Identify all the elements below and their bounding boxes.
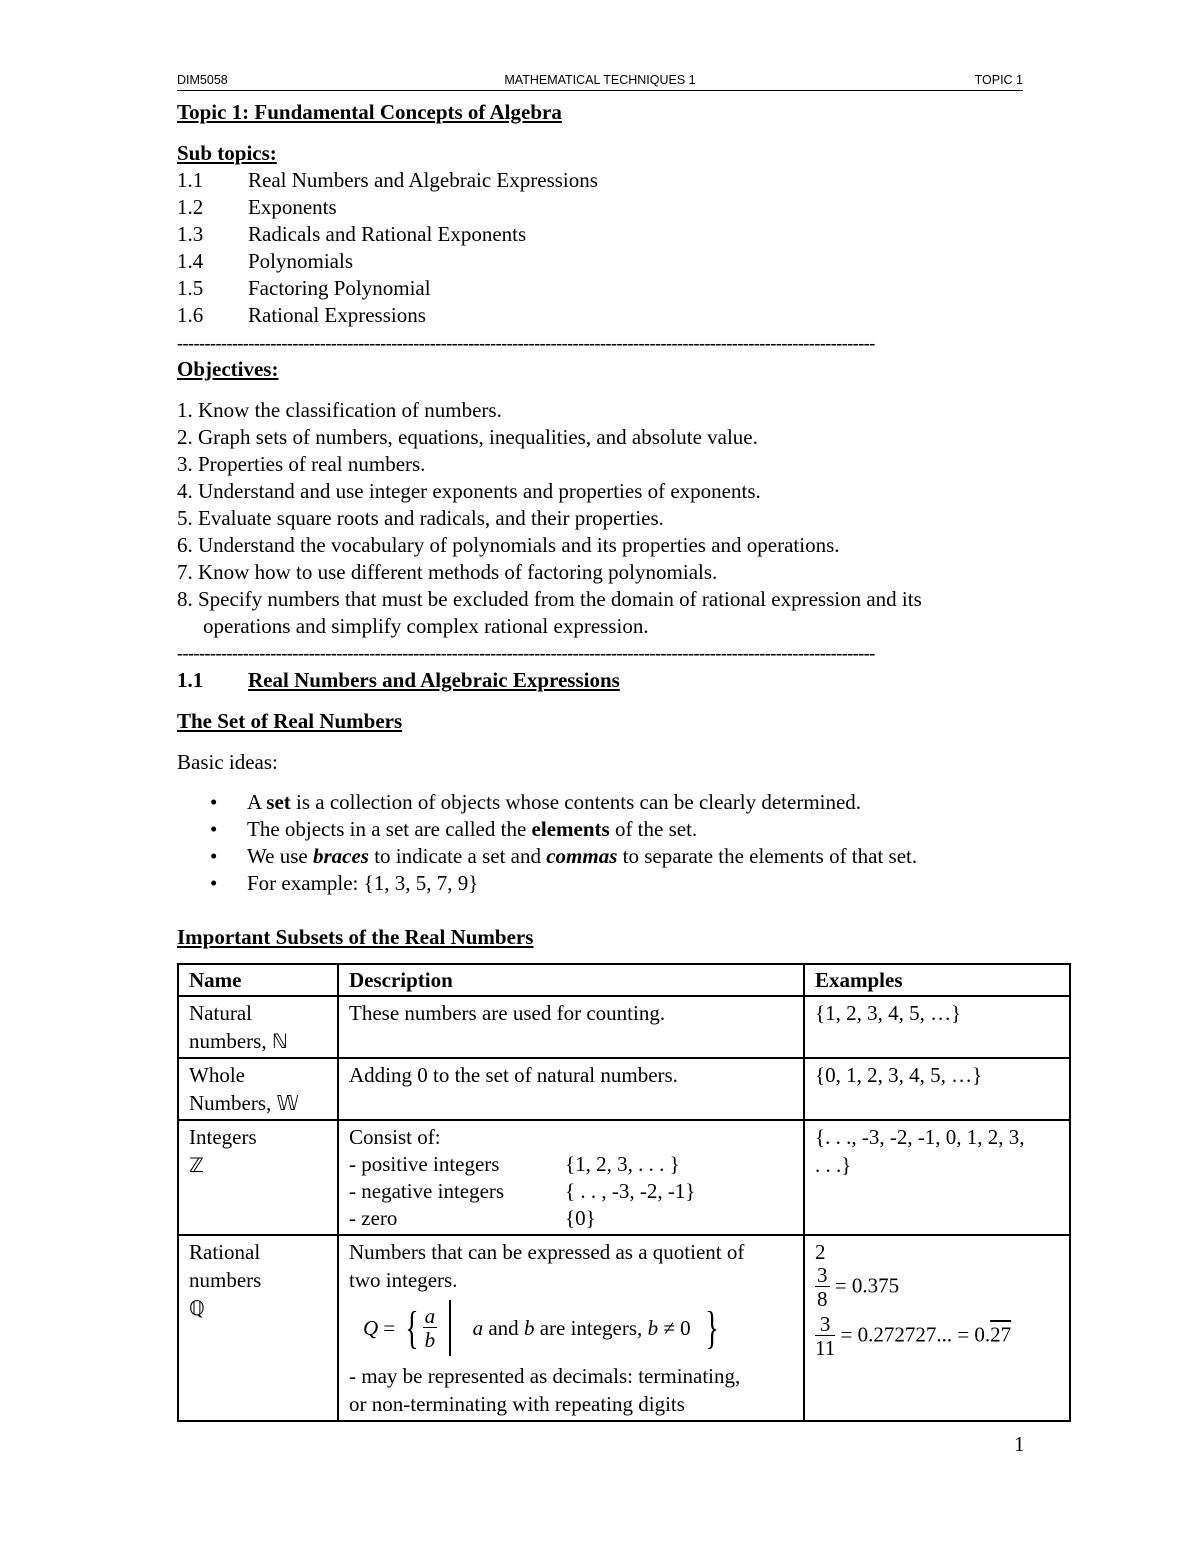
objective-item: 3. Properties of real numbers. <box>177 452 426 476</box>
table-header-row <box>178 964 1070 996</box>
name-cell: Natural numbers, ℕ <box>178 996 338 1058</box>
objectives-heading: Objectives: <box>177 357 279 381</box>
examples-cell: 2 $\frac{3}{8}$ = 0.375 $\frac{3}{11}$ = 0.272727... = 0.27 <box>804 1235 1070 1421</box>
name-cell: Rational numbers ℚ <box>178 1235 338 1421</box>
header-topic: TOPIC 1 <box>974 73 1023 87</box>
table-header-cell: Examples <box>804 964 1070 996</box>
name-cell: Whole Numbers, 𝕎 <box>178 1058 338 1120</box>
description-cell: Numbers that can be expressed as a quotient of two integers. Q = { $\frac{a}{b}$ a and b are integers, b ≠ 0 } - may be represented as decimals: terminating, or non-terminating with repeating digits <box>338 1235 804 1421</box>
objective-item: 6. Understand the vocabulary of polynomials and its properties and operations. <box>177 533 840 557</box>
subtopic-item: 1.6 Rational Expressions <box>177 303 426 327</box>
running-header <box>177 72 1023 91</box>
examples-cell: {1, 2, 3, 4, 5, …} <box>804 996 1070 1058</box>
bullet-item: • For example: {1, 3, 5, 7, 9} <box>210 871 479 895</box>
description-cell: These numbers are used for counting. <box>338 996 804 1058</box>
separator-line: ------------------------------------------------------------------------------------------------------------------------------- <box>177 333 875 353</box>
objective-item: 2. Graph sets of numbers, equations, inequalities, and absolute value. <box>177 425 758 449</box>
table-row <box>178 996 1070 1058</box>
subtopic-item: 1.1 Real Numbers and Algebraic Expressions <box>177 168 598 192</box>
bullet-item: • We use braces to indicate a set and commas to separate the elements of that set. <box>210 844 918 868</box>
page-number: 1 <box>1014 1432 1025 1456</box>
examples-cell: {0, 1, 2, 3, 4, 5, …} <box>804 1058 1070 1120</box>
header-course-code: DIM5058 <box>177 73 228 87</box>
basic-ideas-label: Basic ideas: <box>177 750 278 774</box>
subtopic-item: 1.4 Polynomials <box>177 249 354 273</box>
subsets-heading: Important Subsets of the Real Numbers <box>177 925 534 949</box>
subsets-table <box>177 963 1071 1422</box>
natural-numbers-symbol: ℕ <box>271 1029 288 1053</box>
whole-numbers-symbol: 𝕎 <box>276 1091 299 1115</box>
subtopic-item: 1.3 Radicals and Rational Exponents <box>177 222 527 246</box>
subtopics-heading: Sub topics: <box>177 141 277 165</box>
bullet-item: • The objects in a set are called the elements of the set. <box>210 817 698 841</box>
bullet-item: • A set is a collection of objects whose contents can be clearly determined. <box>210 790 862 814</box>
objective-item: 8. Specify numbers that must be excluded from the domain of rational expression and its <box>177 587 922 611</box>
objective-item: 1. Know the classification of numbers. <box>177 398 502 422</box>
objective-item: 7. Know how to use different methods of factoring polynomials. <box>177 560 718 584</box>
description-cell: Adding 0 to the set of natural numbers. <box>338 1058 804 1120</box>
objective-item: 4. Understand and use integer exponents and properties of exponents. <box>177 479 761 503</box>
integers-symbol: ℤ <box>189 1153 204 1177</box>
subtopic-item: 1.2 Exponents <box>177 195 337 219</box>
table-row <box>178 1235 1070 1421</box>
name-cell: Integers ℤ <box>178 1120 338 1235</box>
header-course-title: MATHEMATICAL TECHNIQUES 1 <box>504 73 696 87</box>
table-header-cell: Description <box>338 964 804 996</box>
page-title: Topic 1: Fundamental Concepts of Algebra <box>177 100 562 124</box>
table-header-cell: Name <box>178 964 338 996</box>
description-cell: Consist of: - positive integers {1, 2, 3, . . . } - negative integers { . . , -3, -2, -1} - zero {0} <box>338 1120 804 1235</box>
rational-set-definition: Q = { $\frac{a}{b}$ a and b are integers, b ≠ 0 } <box>363 1300 793 1356</box>
section-heading: 1.1 Real Numbers and Algebraic Expressions <box>177 668 620 692</box>
set-of-real-numbers-heading: The Set of Real Numbers <box>177 709 403 733</box>
table-row <box>178 1058 1070 1120</box>
subtopic-item: 1.5 Factoring Polynomial <box>177 276 431 300</box>
objective-item: 5. Evaluate square roots and radicals, and their properties. <box>177 506 664 530</box>
examples-cell: {. . ., -3, -2, -1, 0, 1, 2, 3, . . .} <box>804 1120 1070 1235</box>
table-row <box>178 1120 1070 1235</box>
separator-line: ------------------------------------------------------------------------------------------------------------------------------- <box>177 643 875 663</box>
rational-numbers-symbol: ℚ <box>189 1296 205 1320</box>
objective-item-continued: operations and simplify complex rational expression. <box>203 614 649 638</box>
